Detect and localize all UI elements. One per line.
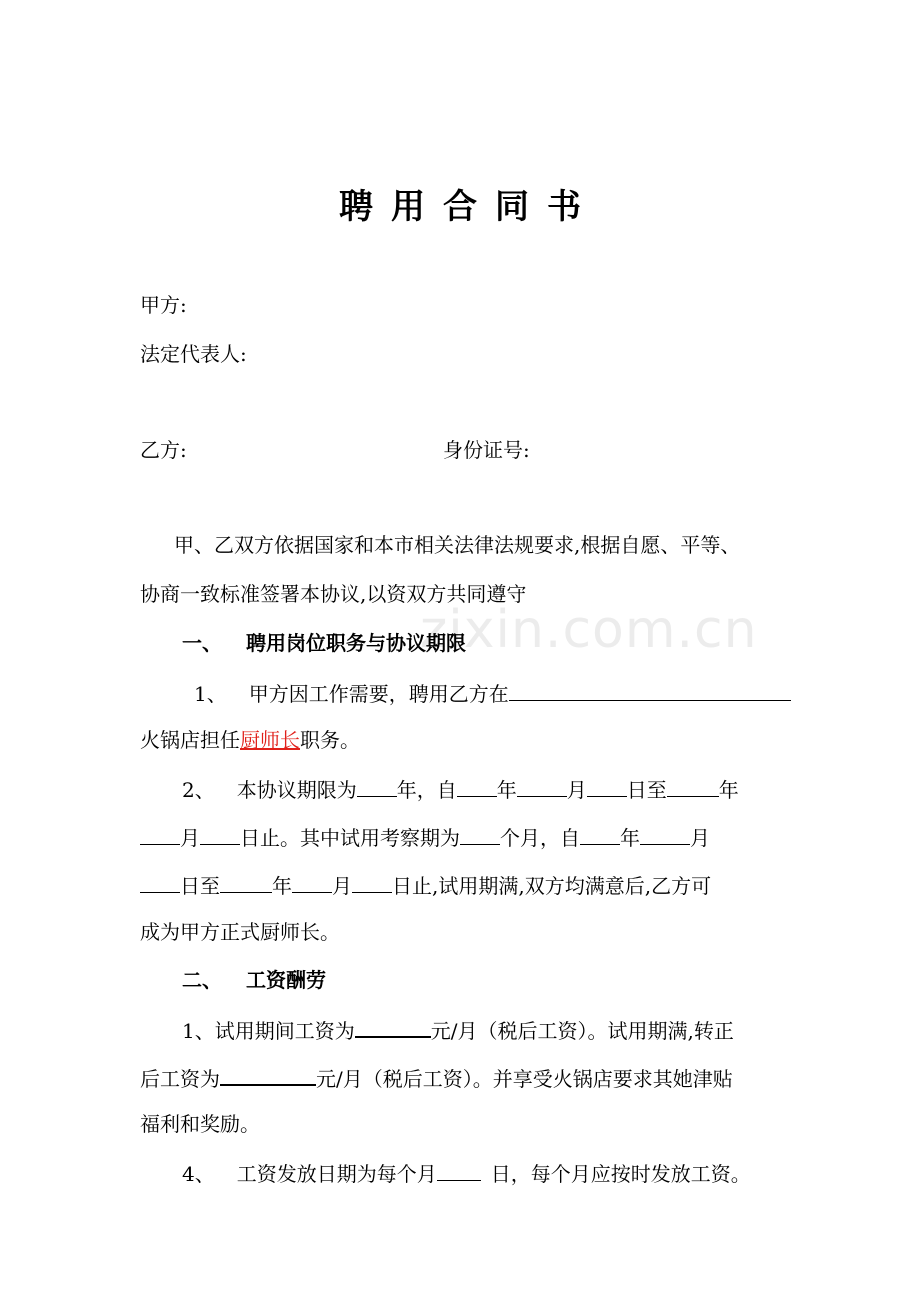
clause-2-1-line-3: 福利和奖励。: [140, 1112, 260, 1136]
clause-text: 月: [566, 778, 587, 802]
probation-months-blank[interactable]: [460, 826, 500, 845]
clause-text: 职务。: [300, 728, 360, 752]
section-2-heading: [182, 970, 326, 990]
probation-end-day-blank[interactable]: [352, 874, 392, 893]
intro-line-1: 甲、乙双方依据国家和本市相关法律法规要求,根据自愿、平等、: [174, 533, 741, 557]
payday-blank[interactable]: [437, 1162, 481, 1181]
legal-rep-label: 法定代表人:: [140, 342, 247, 366]
clause-text: 月: [180, 826, 200, 850]
clause-text: 日，每个月应按时发放工资。: [490, 1162, 751, 1186]
clause-text: 月: [690, 826, 710, 850]
section-1-heading: [182, 633, 466, 653]
end-month-blank[interactable]: [140, 826, 180, 845]
end-day-blank[interactable]: [200, 826, 240, 845]
clause-1-2-line-1: [182, 778, 739, 800]
clause-text: 年: [272, 874, 292, 898]
watermark: zixin.com.cn: [420, 600, 758, 660]
clause-1-1-line-2: [140, 730, 360, 750]
clause-1-2-line-4: 成为甲方正式厨师长。: [140, 920, 340, 944]
section-1-title: 聘用岗位职务与协议期限: [246, 631, 466, 655]
probation-end-year-blank[interactable]: [220, 874, 272, 893]
probation-end-month-blank[interactable]: [292, 874, 332, 893]
clause-text: 工资发放日期为每个月: [236, 1162, 437, 1186]
page-title: 聘用合同书: [339, 187, 599, 227]
clause-text: 日至: [626, 778, 667, 802]
regular-salary-blank[interactable]: [220, 1066, 316, 1086]
clause-1-2-line-3: [140, 874, 711, 896]
section-2-title: 工资酬劳: [246, 968, 326, 992]
start-year-blank[interactable]: [457, 778, 497, 797]
clause-text: 1、试用期间工资为: [182, 1019, 355, 1043]
clause-text: 元/月（税后工资）。试用期满,转正: [430, 1019, 734, 1043]
position-title: 厨师长: [240, 728, 300, 752]
clause-text: 本协议期限为: [236, 778, 357, 802]
probation-start-month-blank[interactable]: [640, 826, 690, 845]
clause-1-1-line-1: [194, 682, 791, 704]
party-a-label: 甲方:: [140, 293, 187, 317]
start-month-blank[interactable]: [517, 778, 567, 797]
clause-text: 元/月（税后工资）。并享受火锅店要求其她津贴: [316, 1067, 733, 1091]
clause-text: 个月，自: [500, 826, 580, 850]
clause-number: 2、: [182, 778, 215, 802]
clause-2-1-line-1: [182, 1018, 734, 1041]
probation-salary-blank[interactable]: [355, 1018, 431, 1038]
clause-text: 年: [496, 778, 517, 802]
intro-line-2: 协商一致标准签署本协议,以资双方共同遵守: [140, 582, 527, 606]
clause-2-4-line-1: [182, 1162, 751, 1184]
clause-text: 后工资为: [140, 1067, 220, 1091]
clause-number: 1、: [194, 682, 227, 706]
clause-text: 年: [620, 826, 640, 850]
id-number-label: 身份证号:: [443, 438, 530, 462]
party-b-label: 乙方:: [140, 438, 187, 462]
workplace-blank[interactable]: [509, 682, 791, 701]
end-year-blank[interactable]: [667, 778, 719, 797]
clause-text: 甲方因工作需要，聘用乙方在: [248, 682, 509, 706]
term-years-blank[interactable]: [357, 778, 397, 797]
clause-text: 火锅店担任: [140, 728, 240, 752]
section-2-number: 二、: [182, 968, 222, 992]
clause-text: 日至: [180, 874, 220, 898]
clause-1-2-line-2: [140, 826, 710, 848]
clause-text: 日止,试用期满,双方均满意后,乙方可: [392, 874, 712, 898]
probation-start-year-blank[interactable]: [580, 826, 620, 845]
clause-2-1-line-2: [140, 1066, 733, 1089]
clause-text: 月: [332, 874, 352, 898]
clause-text: 年: [718, 778, 739, 802]
start-day-blank[interactable]: [587, 778, 627, 797]
clause-number: 4、: [182, 1162, 215, 1186]
probation-start-day-blank[interactable]: [140, 874, 180, 893]
clause-text: 日止。其中试用考察期为: [240, 826, 460, 850]
clause-text: 年，自: [396, 778, 457, 802]
section-1-number: 一、: [182, 631, 222, 655]
